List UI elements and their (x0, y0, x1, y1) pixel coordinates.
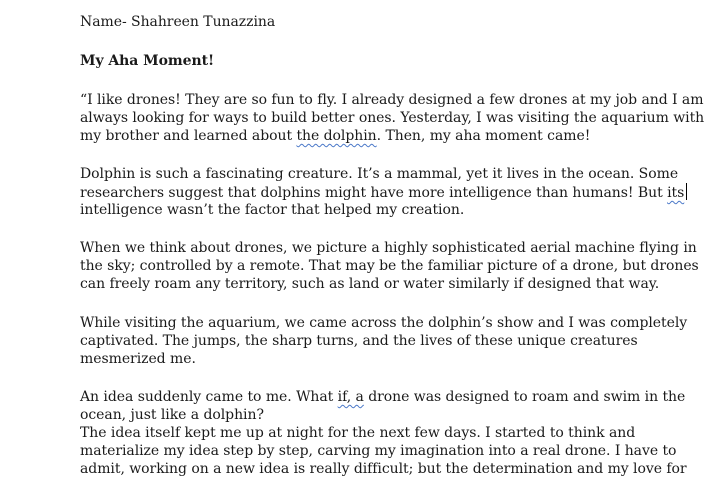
paragraph-6-line-1: The idea itself kept me up at night for the next few days. I started to think and (80, 425, 636, 441)
paragraph-4-line-3: mesmerized me. (80, 351, 196, 367)
paragraph-1-line-3 (80, 127, 590, 146)
grammar-flagged-text[interactable]: its (667, 185, 685, 201)
paragraph-3-line-1: When we think about drones, we picture a highly sophisticated aerial machine flying in (80, 240, 697, 256)
text-run: my brother and learned about (80, 128, 297, 144)
paragraph-2-line-2 (80, 183, 687, 203)
paragraph-5-line-1 (80, 388, 685, 407)
paragraph-6-line-2: materialize my idea step by step, carving my imagination into a real drone. I have to (80, 443, 677, 459)
paragraph-3-line-3: can freely roam any territory, such as land or water similarly if designed that way. (80, 276, 660, 292)
paragraph-6-line-3: admit, working on a new idea is really difficult; but the determination and my love for (80, 461, 687, 477)
grammar-flagged-text[interactable]: the dolphin (296, 128, 377, 144)
paragraph-1-line-2: always looking for ways to build better ones. Yesterday, I was visiting the aquarium with (80, 110, 705, 126)
paragraph-4-line-2: captivated. The jumps, the sharp turns, and the lives of these unique creatures (80, 333, 638, 349)
paragraph-3-line-2: the sky; controlled by a remote. That may be the familiar picture of a drone, but drones (80, 258, 699, 274)
text-cursor (686, 183, 687, 200)
document-title: My Aha Moment! (80, 53, 215, 69)
paragraph-5-line-2: ocean, just like a dolphin? (80, 407, 264, 423)
text-run: An idea suddenly came to me. What (80, 389, 338, 405)
text-run: . Then, my aha moment came! (376, 128, 591, 144)
text-run: researchers suggest that dolphins might have more intelligence than humans! But (80, 185, 668, 201)
grammar-flagged-text[interactable]: if, a (337, 389, 364, 405)
paragraph-2-line-1: Dolphin is such a fascinating creature. It’s a mammal, yet it lives in the ocean. Some (80, 166, 679, 182)
text-run: drone was designed to roam and swim in the (363, 389, 686, 405)
paragraph-2-line-3: intelligence wasn’t the factor that helped my creation. (80, 202, 465, 218)
paragraph-4-line-1: While visiting the aquarium, we came across the dolphin’s show and I was completely (80, 315, 688, 331)
paragraph-1-line-1: “I like drones! They are so fun to fly. I already designed a few drones at my job and I am (80, 92, 704, 108)
author-name-line: Name- Shahreen Tunazzina (80, 14, 276, 30)
